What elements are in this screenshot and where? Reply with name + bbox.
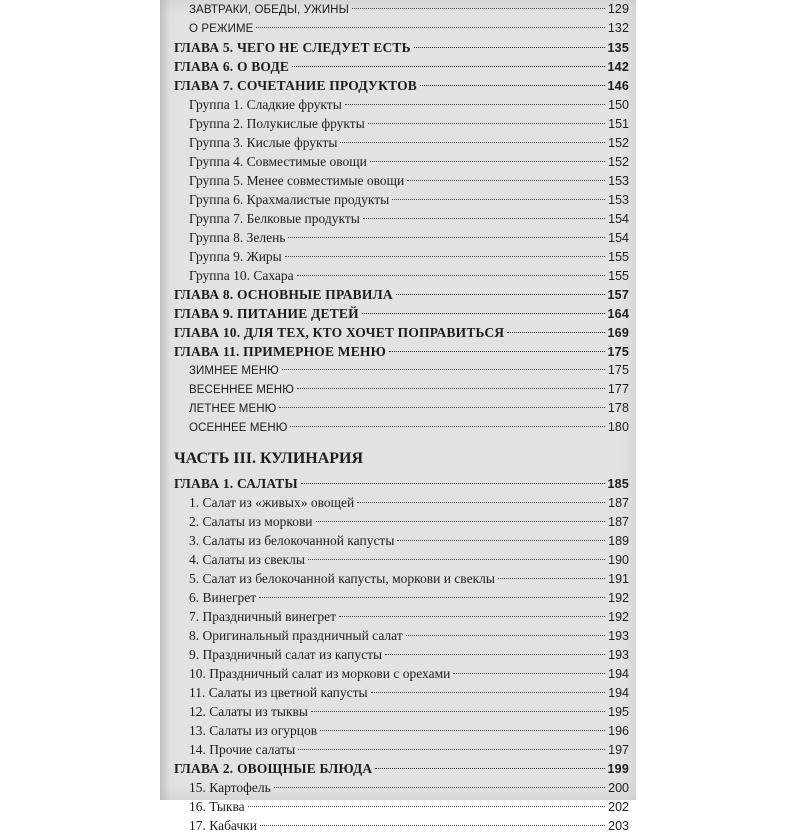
page-number: 180 (607, 420, 629, 434)
toc-chapter-entry (174, 759, 629, 778)
page-number: 191 (608, 572, 629, 586)
dot-leader (339, 616, 605, 617)
toc-entry (174, 645, 629, 664)
page-number: 150 (608, 98, 629, 112)
dot-leader (256, 27, 604, 28)
dot-leader (414, 47, 605, 48)
entry-title: 14. Прочие салаты (189, 742, 296, 757)
dot-leader (311, 711, 605, 712)
dot-leader (397, 540, 605, 541)
toc-entry (174, 493, 629, 512)
page-number: 190 (608, 553, 629, 567)
dot-leader (362, 313, 605, 314)
entry-title: 11. Салаты из цветной капусты (189, 685, 368, 700)
entry-title: ГЛАВА 1. САЛАТЫ (174, 476, 298, 491)
dot-leader (340, 142, 605, 143)
entry-title: ЧАСТЬ III. КУЛИНАРИЯ (174, 450, 364, 467)
entry-title: 6. Винегрет (189, 590, 257, 605)
entry-title: Группа 7. Белковые продукты (189, 211, 360, 226)
toc-entry (174, 550, 629, 569)
page-number: 142 (607, 60, 629, 74)
entry-title: ГЛАВА 9. ПИТАНИЕ ДЕТЕЙ (174, 306, 359, 321)
entry-title: 8. Оригинальный праздничный салат (189, 628, 403, 643)
toc-entry (174, 797, 629, 816)
toc-entry (174, 607, 629, 626)
entry-title: ГЛАВА 2. ОВОЩНЫЕ БЛЮДА (174, 761, 373, 776)
page-number: 146 (607, 79, 629, 93)
dot-leader (389, 351, 605, 352)
page-number: 152 (608, 136, 629, 150)
dot-leader (507, 332, 604, 333)
entry-title: 15. Картофель (189, 780, 271, 795)
entry-title: ГЛАВА 6. О ВОДЕ (174, 59, 290, 74)
page-number: 193 (608, 629, 629, 643)
book-page (160, 0, 636, 833)
entry-title: Группа 9. Жиры (189, 249, 282, 264)
toc-entry (174, 133, 629, 152)
toc-chapter-entry (174, 285, 629, 304)
dot-leader (282, 369, 605, 370)
toc-entry (174, 740, 629, 759)
toc-entry (174, 380, 629, 399)
dot-leader (298, 749, 605, 750)
page-number: 154 (608, 231, 629, 245)
entry-title: 13. Салаты из огурцов (189, 723, 318, 738)
page-number: 129 (607, 2, 629, 16)
toc-entry (174, 190, 629, 209)
toc-entry (174, 626, 629, 645)
entry-title: ГЛАВА 8. ОСНОВНЫЕ ПРАВИЛА (174, 287, 393, 302)
entry-title: 2. Салаты из моркови (189, 514, 313, 529)
dot-leader (392, 199, 605, 200)
page-number: 135 (607, 41, 629, 55)
entry-title: ОСЕННЕЕ МЕНЮ (189, 422, 288, 434)
toc-entry (174, 152, 629, 171)
toc-entry (174, 114, 629, 133)
toc-entry (174, 702, 629, 721)
toc-chapter-entry (174, 38, 629, 57)
toc-entry (174, 95, 629, 114)
page-number: 164 (607, 307, 629, 321)
entry-title: 9. Праздничный салат из капусты (189, 647, 383, 662)
dot-leader (274, 787, 605, 788)
dot-leader (320, 730, 605, 731)
page-number: 187 (608, 496, 629, 510)
table-of-contents (174, 0, 629, 835)
page-number: 195 (608, 705, 629, 719)
dot-leader (371, 692, 606, 693)
entry-title: 5. Салат из белокочанной капусты, моркови и свеклы (189, 571, 495, 586)
entry-title: 4. Салаты из свеклы (189, 552, 305, 567)
dot-leader (345, 104, 605, 105)
dot-leader (363, 218, 605, 219)
toc-chapter-entry (174, 323, 629, 342)
toc-entry (174, 361, 629, 380)
entry-title: ГЛАВА 7. СОЧЕТАНИЕ ПРОДУКТОВ (174, 78, 418, 93)
toc-entry (174, 209, 629, 228)
page-number: 194 (608, 686, 629, 700)
page-number: 177 (607, 382, 629, 396)
page-number: 157 (607, 288, 629, 302)
toc-entry (174, 228, 629, 247)
toc-entry (174, 721, 629, 740)
page-number: 189 (608, 534, 629, 548)
toc-entry (174, 418, 629, 437)
dot-leader (308, 559, 605, 560)
page-number: 192 (608, 610, 629, 624)
dot-leader (370, 161, 605, 162)
dot-leader (357, 502, 605, 503)
page-number: 154 (608, 212, 629, 226)
dot-leader (407, 180, 605, 181)
toc-entry (174, 399, 629, 418)
toc-chapter-entry (174, 342, 629, 361)
dot-leader (385, 654, 605, 655)
dot-leader (285, 256, 605, 257)
toc-chapter-entry (174, 76, 629, 95)
page-number: 152 (608, 155, 629, 169)
dot-leader (288, 237, 605, 238)
toc-entry (174, 588, 629, 607)
dot-leader (375, 768, 604, 769)
entry-title: Группа 1. Сладкие фрукты (189, 97, 342, 112)
page-number: 155 (608, 250, 629, 264)
toc-entry (174, 19, 629, 38)
page-number: 153 (608, 193, 629, 207)
toc-entry (174, 664, 629, 683)
dot-leader (406, 635, 605, 636)
dot-leader (453, 673, 605, 674)
entry-title: 17. Кабачки (189, 818, 257, 833)
page-number: 175 (607, 363, 629, 377)
page-number: 199 (607, 762, 629, 776)
dot-leader (248, 806, 605, 807)
dot-leader (297, 275, 605, 276)
dot-leader (259, 597, 605, 598)
toc-entry (174, 569, 629, 588)
page-number: 185 (607, 477, 629, 491)
entry-title: ЗИМНЕЕ МЕНЮ (189, 365, 279, 377)
toc-chapter-entry (174, 57, 629, 76)
entry-title: ГЛАВА 10. ДЛЯ ТЕХ, КТО ХОЧЕТ ПОПРАВИТЬСЯ (174, 325, 505, 340)
dot-leader (316, 521, 606, 522)
dot-leader (368, 123, 605, 124)
page-number: 187 (608, 515, 629, 529)
toc-entry (174, 778, 629, 797)
toc-entry (174, 531, 629, 550)
page-number: 192 (608, 591, 629, 605)
entry-title: ЗАВТРАКИ, ОБЕДЫ, УЖИНЫ (189, 4, 349, 16)
entry-title: ЛЕТНЕЕ МЕНЮ (189, 403, 277, 415)
page-number: 132 (607, 21, 629, 35)
part-heading (174, 444, 629, 474)
entry-title: Группа 2. Полукислые фрукты (189, 116, 365, 131)
entry-title: 7. Праздничный винегрет (189, 609, 337, 624)
dot-leader (279, 407, 604, 408)
dot-leader (396, 294, 605, 295)
page-number: 178 (607, 401, 629, 415)
entry-title: ВЕСЕННЕЕ МЕНЮ (189, 384, 294, 396)
entry-title: Группа 3. Кислые фрукты (189, 135, 338, 150)
toc-entry (174, 683, 629, 702)
toc-chapter-entry (174, 304, 629, 323)
toc-entry (174, 512, 629, 531)
page-number: 203 (608, 819, 629, 833)
entry-title: 16. Тыква (189, 799, 245, 814)
entry-title: ГЛАВА 11. ПРИМЕРНОЕ МЕНЮ (174, 344, 387, 359)
entry-title: Группа 5. Менее совместимые овощи (189, 173, 405, 188)
page-number: 197 (608, 743, 629, 757)
page-number: 155 (608, 269, 629, 283)
toc-entry (174, 816, 629, 835)
page-number: 151 (608, 117, 629, 131)
page-number: 200 (608, 781, 629, 795)
entry-title: 3. Салаты из белокочанной капусты (189, 533, 395, 548)
entry-title: Группа 6. Крахмалистые продукты (189, 192, 390, 207)
entry-title: 1. Салат из «живых» овощей (189, 495, 355, 510)
page-number: 202 (608, 800, 629, 814)
dot-leader (420, 85, 605, 86)
entry-title: Группа 8. Зелень (189, 230, 286, 245)
dot-leader (290, 426, 604, 427)
entry-title: ГЛАВА 5. ЧЕГО НЕ СЛЕДУЕТ ЕСТЬ (174, 40, 411, 55)
toc-entry (174, 0, 629, 19)
entry-title: 10. Праздничный салат из моркови с орехами (189, 666, 451, 681)
page-number: 193 (608, 648, 629, 662)
entry-title: Группа 4. Совместимые овощи (189, 154, 367, 169)
dot-leader (260, 825, 605, 826)
dot-leader (498, 578, 605, 579)
dot-leader (352, 8, 605, 9)
dot-leader (301, 483, 605, 484)
entry-title: 12. Салаты из тыквы (189, 704, 308, 719)
entry-title: Группа 10. Сахара (189, 268, 294, 283)
toc-chapter-entry (174, 474, 629, 493)
dot-leader (297, 388, 605, 389)
toc-entry (174, 266, 629, 285)
toc-entry (174, 247, 629, 266)
page-number: 194 (608, 667, 629, 681)
page-number: 169 (607, 326, 629, 340)
page-number: 196 (608, 724, 629, 738)
page-number: 175 (607, 345, 629, 359)
toc-entry (174, 171, 629, 190)
dot-leader (292, 66, 604, 67)
entry-title: О РЕЖИМЕ (189, 23, 254, 35)
page-number: 153 (608, 174, 629, 188)
